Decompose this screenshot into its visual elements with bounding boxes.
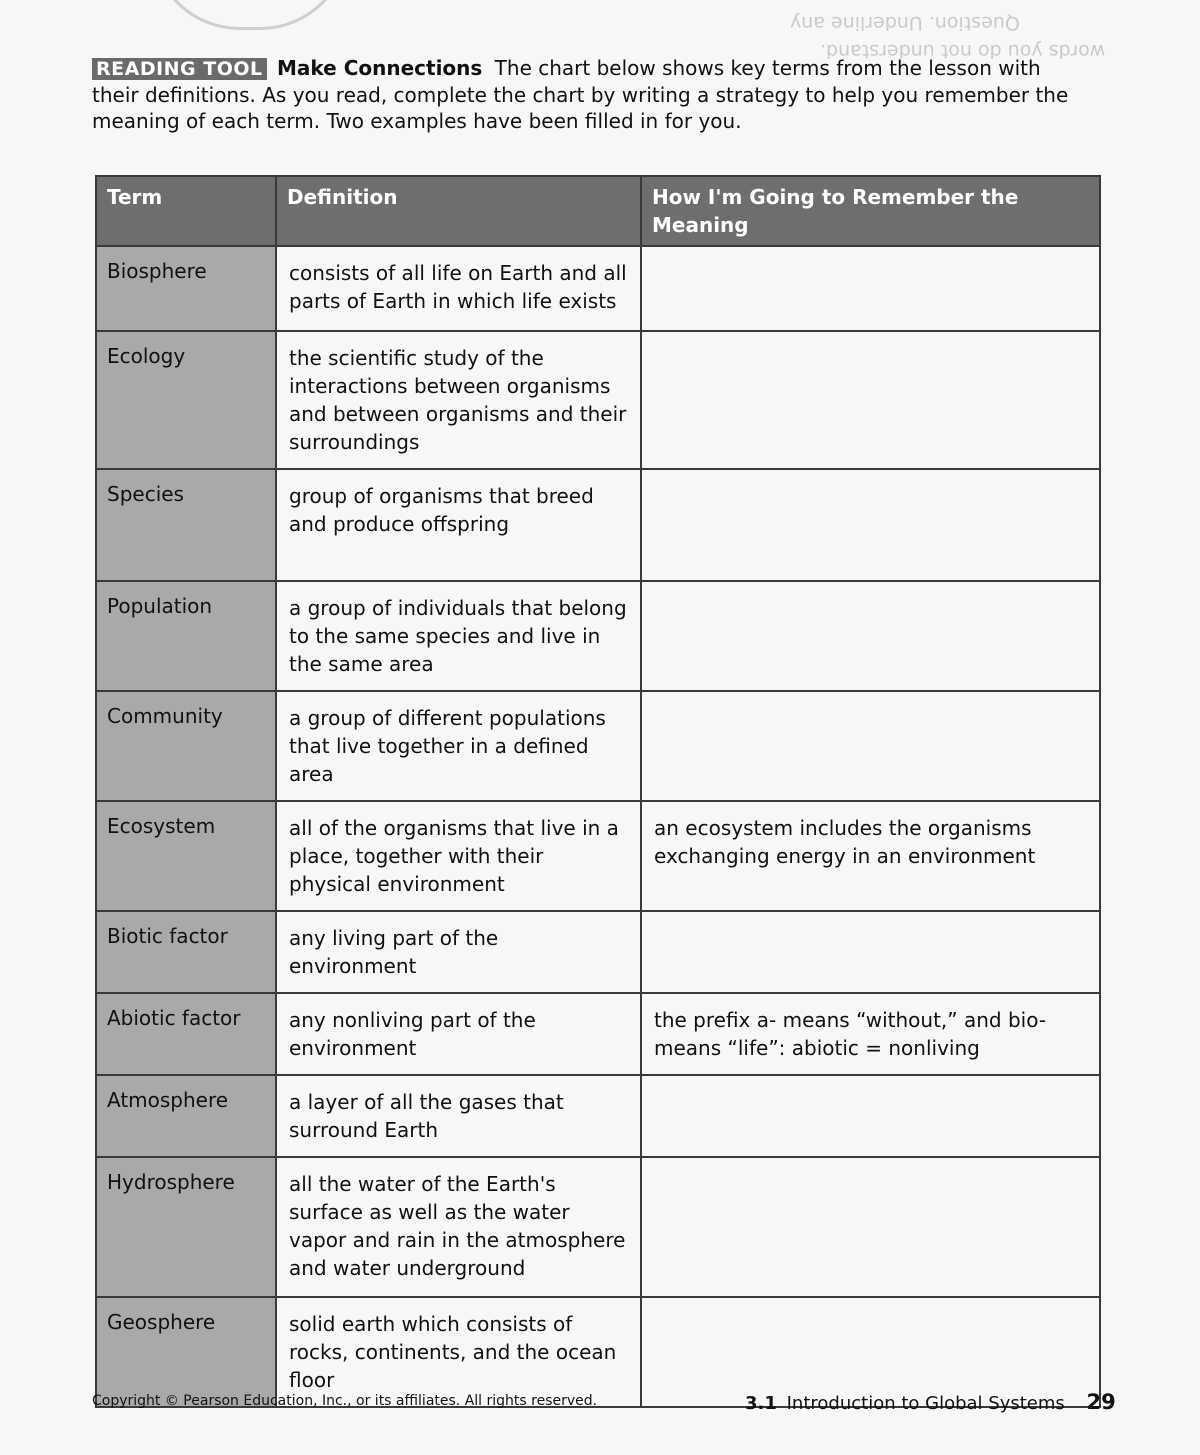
strategy-cell[interactable]	[641, 911, 1100, 993]
definition-cell: a layer of all the gases that surround Earth	[276, 1075, 641, 1157]
term-cell: Ecosystem	[96, 801, 276, 911]
definition-cell: group of organisms that breed and produce offspring	[276, 469, 641, 581]
definition-cell: any nonliving part of the environment	[276, 993, 641, 1075]
bleed-through-text: words you do not understand.	[820, 40, 1106, 62]
table-row	[96, 246, 1100, 331]
term-cell: Population	[96, 581, 276, 691]
chart-header-row	[96, 176, 1100, 246]
definition-cell: a group of different populations that live together in a defined area	[276, 691, 641, 801]
make-connections-heading: Make Connections	[277, 56, 483, 80]
term-cell: Biotic factor	[96, 911, 276, 993]
reading-tool-badge: READING TOOL	[92, 58, 267, 80]
vocabulary-chart	[95, 175, 1101, 1408]
definition-cell: all the water of the Earth's surface as well as the water vapor and rain in the atmosphere and water underground	[276, 1157, 641, 1297]
term-cell: Community	[96, 691, 276, 801]
strategy-cell[interactable]	[641, 1075, 1100, 1157]
table-row	[96, 1075, 1100, 1157]
decorative-arc	[150, 0, 350, 30]
table-row	[96, 911, 1100, 993]
intro-text: The chart below shows key terms from the lesson with their definitions. As you read, complete the chart by writing a strategy to help you remember the meaning of each term. Two examples have been filled in for you.	[92, 56, 1069, 133]
definition-cell: consists of all life on Earth and all parts of Earth in which life exists	[276, 246, 641, 331]
reading-tool-intro	[92, 55, 1092, 134]
table-row	[96, 993, 1100, 1075]
strategy-cell[interactable]	[641, 331, 1100, 469]
header-remember: How I'm Going to Remember the Meaning	[641, 176, 1100, 246]
table-row	[96, 331, 1100, 469]
table-row	[96, 581, 1100, 691]
strategy-cell[interactable]	[641, 1157, 1100, 1297]
section-number: 3.1	[745, 1393, 777, 1414]
copyright-notice: Copyright © Pearson Education, Inc., or its affiliates. All rights reserved.	[92, 1393, 598, 1409]
strategy-cell[interactable]: the prefix a- means “without,” and bio- means “life”: abiotic = nonliving	[641, 993, 1100, 1075]
section-title: Introduction to Global Systems	[786, 1393, 1065, 1414]
bleed-through-text: Question. Underline any	[790, 12, 1020, 34]
table-row	[96, 801, 1100, 911]
table-row	[96, 1157, 1100, 1297]
term-cell: Biosphere	[96, 246, 276, 331]
strategy-cell[interactable]	[641, 469, 1100, 581]
term-cell: Species	[96, 469, 276, 581]
table-row	[96, 469, 1100, 581]
page-footer	[745, 1390, 1116, 1414]
strategy-cell[interactable]: an ecosystem includes the organisms exchanging energy in an environment	[641, 801, 1100, 911]
page-number: 29	[1086, 1390, 1116, 1414]
definition-cell: all of the organisms that live in a place, together with their physical environment	[276, 801, 641, 911]
definition-cell: solid earth which consists of rocks, continents, and the ocean floor	[276, 1297, 641, 1407]
table-row	[96, 691, 1100, 801]
term-cell: Geosphere	[96, 1297, 276, 1407]
header-term: Term	[96, 176, 276, 246]
strategy-cell[interactable]	[641, 691, 1100, 801]
header-definition: Definition	[276, 176, 641, 246]
definition-cell: the scientific study of the interactions between organisms and between organisms and their surroundings	[276, 331, 641, 469]
term-cell: Hydrosphere	[96, 1157, 276, 1297]
strategy-cell[interactable]	[641, 581, 1100, 691]
term-cell: Ecology	[96, 331, 276, 469]
term-cell: Abiotic factor	[96, 993, 276, 1075]
definition-cell: a group of individuals that belong to the same species and live in the same area	[276, 581, 641, 691]
definition-cell: any living part of the environment	[276, 911, 641, 993]
strategy-cell[interactable]	[641, 246, 1100, 331]
term-cell: Atmosphere	[96, 1075, 276, 1157]
